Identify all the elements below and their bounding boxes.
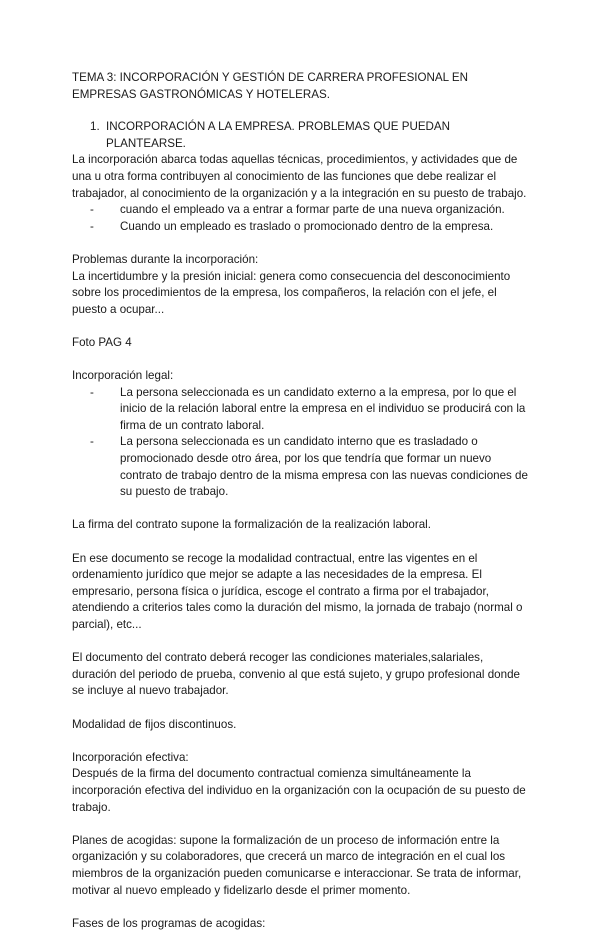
list-item-text: La persona seleccionada es un candidato externo a la empresa, por lo que el inicio de la relación laboral entre la empresa en el individuo se producirá con la firma de un contrato laboral. xyxy=(120,385,526,432)
photo-note: Foto PAG 4 xyxy=(72,335,132,349)
problems-paragraph: La incertidumbre y la presión inicial: genera como consecuencia del desconocimiento sobre los procedimientos de la empresa, los compañeros, la relación con el jefe, el puesto a ocupar... xyxy=(72,269,511,316)
list-item xyxy=(72,219,530,236)
intro-paragraph: La incorporación abarca todas aquellas técnicas, procedimientos, y actividades que de una u otra forma contribuyen al conocimiento de las funciones que debe realizar el trabajador, al conocimiento de la organización y a la integración en su puesto de trabajo. xyxy=(72,153,527,200)
condiciones-paragraph: El documento del contrato deberá recoger las condiciones materiales,salariales, duración del periodo de prueba, convenio al que está sujeto, y grupo profesional donde se incluye al nuevo trabajador. xyxy=(72,651,520,698)
legal-bullet-list xyxy=(72,385,530,501)
bullet-dash: - xyxy=(90,203,94,217)
document-content xyxy=(72,70,530,932)
fijos-paragraph: Modalidad de fijos discontinuos. xyxy=(72,717,237,731)
problems-heading: Problemas durante la incorporación: xyxy=(72,252,259,266)
section-heading-text: INCORPORACIÓN A LA EMPRESA. PROBLEMAS QUE PUEDAN PLANTEARSE. xyxy=(106,120,451,150)
section-heading xyxy=(72,119,530,152)
document-title: TEMA 3: INCORPORACIÓN Y GESTIÓN DE CARRERA PROFESIONAL EN EMPRESAS GASTRONÓMICAS Y HOTELERAS. xyxy=(72,71,468,101)
efectiva-paragraph: Después de la firma del documento contractual comienza simultáneamente la incorporación efectiva del individuo en la organización con la ocupación de su puesto de trabajo. xyxy=(72,767,526,814)
list-item xyxy=(72,385,530,435)
list-item-text: La persona seleccionada es un candidato interno que es trasladado o promocionado desde otro área, por los que tendría que formar un nuevo contrato de trabajo dentro de la misma empresa con las nuevas condiciones de su puesto de trabajo. xyxy=(120,435,528,499)
bullet-dash: - xyxy=(90,219,94,233)
firma-paragraph: La firma del contrato supone la formalización de la realización laboral. xyxy=(72,518,431,532)
legal-heading: Incorporación legal: xyxy=(72,369,174,383)
list-item-text: Cuando un empleado es traslado o promocionado dentro de la empresa. xyxy=(120,219,494,233)
phases-heading: Fases de los programas de acogidas: xyxy=(72,916,266,930)
section-number: 1. xyxy=(90,120,100,134)
bullet-dash: - xyxy=(90,385,94,399)
acogidas-paragraph: Planes de acogidas: supone la formalización de un proceso de información entre la organización y su colaboradores, que crecerá un marco de integración en el cual los miembros de la organización pueden comunicarse e interaccionar. Se trata de informar, motivar al nuevo empleado y fidelizarlo desde el primer momento. xyxy=(72,833,522,897)
bullet-dash: - xyxy=(90,435,94,449)
list-item-text: cuando el empleado va a entrar a formar parte de una nueva organización. xyxy=(120,203,505,217)
documento-paragraph: En ese documento se recoge la modalidad contractual, entre las vigentes en el ordenamiento jurídico que mejor se adapte a las necesidades de la empresa. El empresario, persona física o jurídica, escoge el contrato a firma por el trabajador, atendiendo a criterios tales como la duración del mismo, la jornada de trabajo (normal o parcial), etc... xyxy=(72,551,523,631)
list-item xyxy=(72,202,530,219)
intro-bullet-list xyxy=(72,202,530,235)
efectiva-heading: Incorporación efectiva: xyxy=(72,750,189,764)
list-item xyxy=(72,434,530,500)
